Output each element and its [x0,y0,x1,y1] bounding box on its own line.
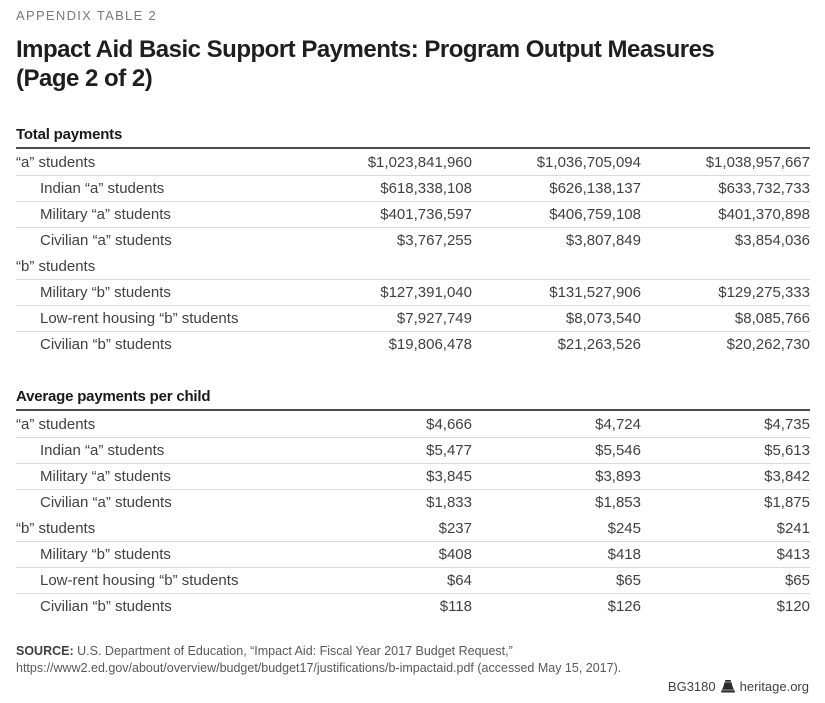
row-value-col3: $241 [776,519,810,537]
table-row [16,305,810,331]
row-value-col2: $5,546 [595,442,641,459]
row-value-col2: $3,893 [595,468,641,485]
row-value-col3: $129,275,333 [718,284,810,301]
row-value-col2: $126 [607,598,641,615]
table-row [16,593,810,619]
table-row-group [16,411,810,515]
table-row-group [16,253,810,357]
row-value-col1: $5,477 [426,442,472,459]
table-row [16,253,810,279]
row-value-col3: $20,262,730 [726,336,810,353]
row-value-col3: $633,732,733 [718,180,810,197]
row-label: “a” students [16,415,96,433]
row-label: Military “b” students [40,284,171,301]
row-value-col1: $118 [439,598,472,615]
row-label: Civilian “a” students [40,232,172,249]
row-label: Indian “a” students [40,180,165,197]
row-value-col1: $408 [438,546,472,563]
row-value-col3: $65 [784,572,810,589]
row-value-col2: $3,807,849 [565,232,641,249]
row-value-col1: $618,338,108 [380,180,472,197]
row-value-col1: $127,391,040 [380,284,472,301]
table-row [16,489,810,515]
table-eyebrow: APPENDIX TABLE 2 [16,8,157,23]
table-row [16,201,810,227]
row-value-col2: $4,724 [595,415,641,433]
row-value-col1: $3,845 [426,468,472,485]
page-title-line1: Impact Aid Basic Support Payments: Program Output Measures [16,36,715,63]
row-value-col1: $1,833 [426,494,472,511]
row-label: Military “a” students [40,206,171,223]
table-row [16,331,810,357]
row-value-col1: $4,666 [426,415,472,433]
row-value-col2: $131,527,906 [549,284,641,301]
tables-container [16,126,810,619]
row-label: “b” students [16,257,96,275]
row-value-col3: $3,854,036 [734,232,810,249]
row-value-col2: $245 [607,519,641,537]
row-label: Indian “a” students [40,442,165,459]
row-label: “b” students [16,519,96,537]
table-row [16,411,810,437]
row-value-col3: $3,842 [764,468,810,485]
row-value-col2: $1,036,705,094 [536,153,641,171]
page-title-line2: (Page 2 of 2) [16,65,153,92]
table-row [16,437,810,463]
row-value-col1: $7,927,749 [396,310,472,327]
row-value-col2: $626,138,137 [549,180,641,197]
row-label: Military “a” students [40,468,171,485]
table-row [16,149,810,175]
table-row [16,515,810,541]
row-value-col2: $8,073,540 [565,310,641,327]
row-value-col3: $401,370,898 [718,206,810,223]
table-row [16,227,810,253]
table-section-header: Total payments [16,126,810,149]
row-value-col2: $65 [615,572,641,589]
row-value-col3: $413 [776,546,810,563]
table-row [16,541,810,567]
row-label: Military “b” students [40,546,171,563]
data-table [16,126,810,357]
table-row [16,175,810,201]
row-label: Civilian “b” students [40,336,172,353]
row-value-col3: $8,085,766 [734,310,810,327]
row-label: Low-rent housing “b” students [40,310,239,327]
row-label: “a” students [16,153,96,171]
row-value-col2: $21,263,526 [557,336,641,353]
row-value-col1: $3,767,255 [396,232,472,249]
row-value-col3: $4,735 [764,415,810,433]
row-value-col1: $19,806,478 [388,336,472,353]
table-section-header: Average payments per child [16,388,810,411]
table-row [16,567,810,593]
table-row-group [16,149,810,253]
source-label: SOURCE: [16,644,74,658]
row-value-col1: $401,736,597 [380,206,472,223]
row-value-col3: $120 [776,598,810,615]
row-value-col3: $5,613 [764,442,810,459]
table-row-group [16,515,810,619]
row-label: Civilian “b” students [40,598,172,615]
row-value-col2: $1,853 [595,494,641,511]
table-row [16,279,810,305]
row-label: Civilian “a” students [40,494,172,511]
data-table [16,388,810,619]
row-value-col1: $1,023,841,960 [367,153,472,171]
site-link: heritage.org [739,679,809,694]
row-value-col1: $64 [446,572,472,589]
doc-id: BG3180 [667,679,716,694]
footer-branding [668,679,809,694]
row-label: Low-rent housing “b” students [40,572,239,589]
row-value-col3: $1,875 [764,494,810,511]
row-value-col1: $237 [438,519,472,537]
page-title [16,35,810,93]
liberty-bell-icon [721,680,735,693]
row-value-col2: $418 [607,546,641,563]
source-text: U.S. Department of Education, “Impact Aid: Fiscal Year 2017 Budget Request,” https://www2.ed.gov/about/overview/budget/budget17/justifications/b-impactaid.pdf (accessed May 15, 2017). [16,644,622,675]
source-note [16,643,810,677]
row-value-col2: $406,759,108 [549,206,641,223]
table-row [16,463,810,489]
row-value-col3: $1,038,957,667 [705,153,810,171]
